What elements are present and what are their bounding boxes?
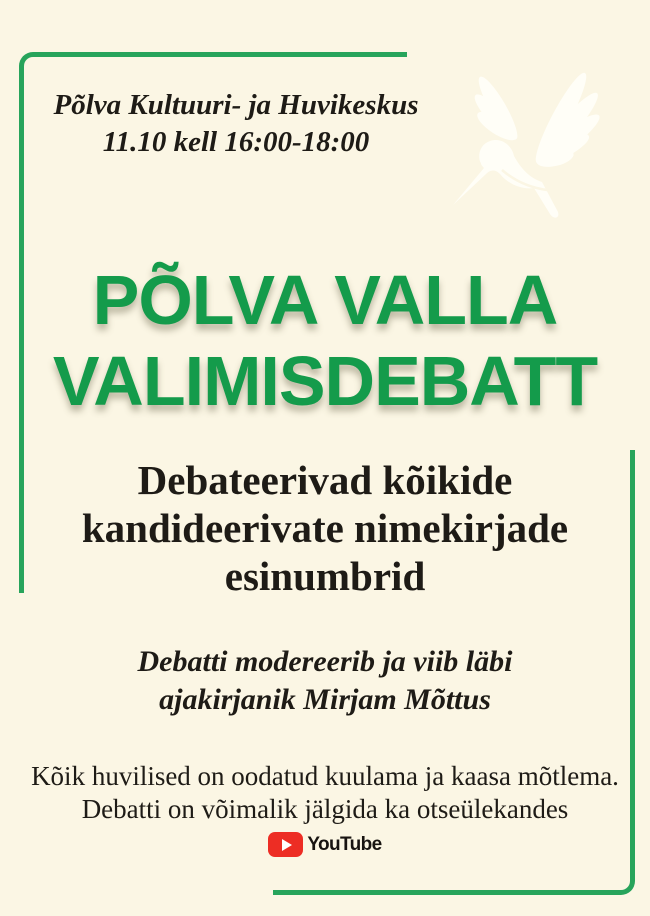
- footer-line1: Kõik huvilised on oodatud kuulama ja kaasa mõtlema.: [31, 761, 619, 791]
- youtube-play-icon: [268, 832, 303, 857]
- poster-title-line1: PÕLVA VALLA: [92, 261, 558, 339]
- poster-subtitle-line3: esinumbrid: [224, 553, 426, 599]
- footer-line2: Debatti on võimalik jälgida ka otseülekandes: [81, 794, 569, 824]
- youtube-wordmark: YouTube: [307, 833, 382, 855]
- poster-title-line2: VALIMISDEBATT: [52, 342, 598, 420]
- venue-name: Põlva Kultuuri- ja Huvikeskus: [53, 89, 419, 121]
- moderator-line2: ajakirjanik Mirjam Mõttus: [159, 683, 491, 716]
- poster-subtitle-line2: kandideerivate nimekirjade: [81, 505, 569, 551]
- poster-subtitle: [0, 456, 650, 600]
- hummingbird-icon: [446, 64, 608, 224]
- venue-info: [30, 87, 442, 161]
- youtube-logo: [0, 831, 650, 858]
- moderator-info: [0, 643, 650, 719]
- event-datetime: 11.10 kell 16:00-18:00: [102, 126, 370, 158]
- play-triangle-icon: [282, 839, 292, 851]
- poster-subtitle-line1: Debateerivad kõikide: [137, 457, 513, 503]
- footer-note: [0, 760, 650, 826]
- moderator-line1: Debatti modereerib ja viib läbi: [137, 645, 513, 678]
- poster-title: [0, 260, 650, 422]
